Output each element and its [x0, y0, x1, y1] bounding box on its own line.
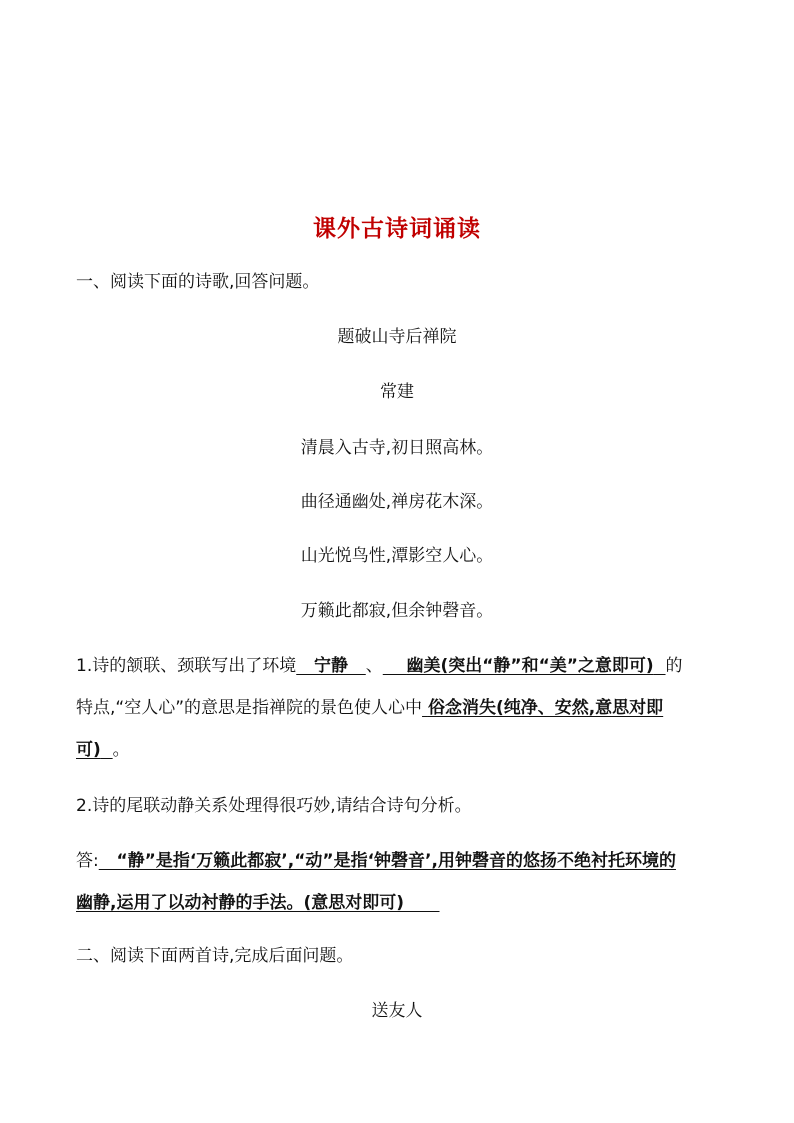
answer-2-blank: 幽美(突出“静”和“美”之意即可) [406, 656, 654, 676]
answer-2-line-1 [76, 850, 676, 872]
answer-label: 答: [76, 851, 99, 871]
question-1-sep: 、 [365, 656, 383, 676]
answer-2-text-2: 幽静,运用了以动衬静的手法。(意思对即可) [76, 893, 404, 913]
section1-heading: 一、阅读下面的诗歌,回答问题。 [76, 272, 320, 292]
answer-3-blank-cont: 可) [76, 740, 101, 760]
question-1-end: 。 [112, 740, 130, 760]
question-1-line2-prefix: 特点,“空人心”的意思是指禅院的景色使人心中 [76, 698, 423, 718]
page-title: 课外古诗词诵读 [313, 216, 481, 242]
question-1-prefix: 1.诗的颔联、颈联写出了环境 [76, 656, 297, 676]
answer-2-line-2 [76, 892, 440, 914]
question-1-line-1 [76, 655, 683, 677]
poem-author: 常建 [380, 382, 414, 402]
question-1-line-2 [76, 697, 663, 719]
section2-heading: 二、阅读下面两首诗,完成后面问题。 [76, 946, 354, 966]
answer-2-text-1: “静”是指‘万籁此都寂’,“动”是指‘钟磬音’,用钟磬音的悠扬不绝衬托环境的 [116, 851, 676, 871]
question-1-mid: 的 [665, 656, 683, 676]
poem-line-3: 山光悦鸟性,潭影空人心。 [300, 546, 494, 566]
question-2: 2.诗的尾联动静关系处理得很巧妙,请结合诗句分析。 [76, 796, 472, 816]
poem-title: 题破山寺后禅院 [337, 327, 457, 347]
section2-poem-title: 送友人 [371, 1001, 423, 1021]
poem-line-1: 清晨入古寺,初日照高林。 [300, 438, 494, 458]
answer-1-blank: 宁静 [314, 656, 348, 676]
question-1-line-3 [76, 739, 130, 761]
answer-3-blank: 俗念消失(纯净、安然,意思对即 [427, 698, 664, 718]
poem-line-2: 曲径通幽处,禅房花木深。 [300, 492, 494, 512]
poem-line-4: 万籁此都寂,但余钟磬音。 [300, 601, 494, 621]
